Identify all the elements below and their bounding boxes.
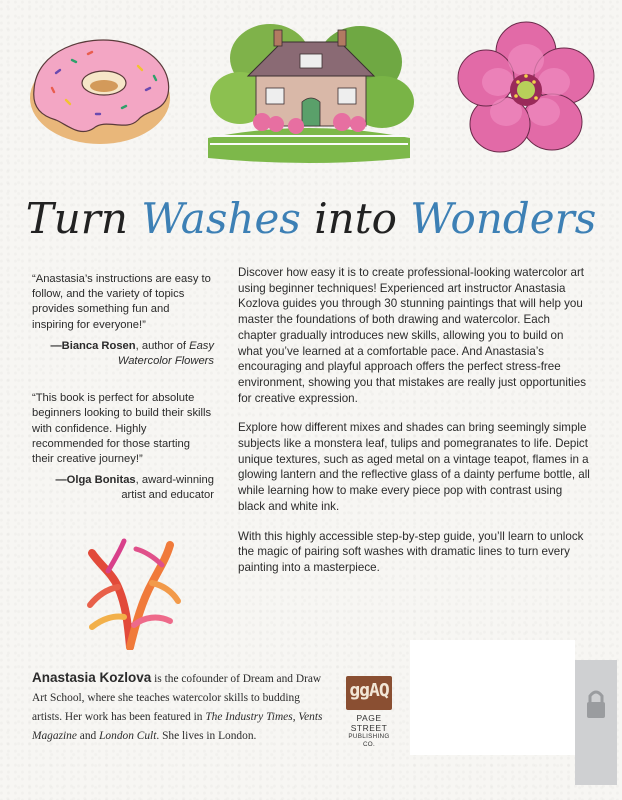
author-bio	[32, 668, 332, 746]
bio-text-end: . She lives in London.	[156, 730, 257, 742]
publisher-logo	[344, 676, 394, 748]
endorsement-author: —Olga Bonitas	[55, 474, 136, 487]
endorsements	[32, 272, 214, 504]
endorsement-1	[32, 272, 214, 369]
description-paragraph-3: With this highly accessible step-by-step guide, you’ll learn to unlock the magic of pairing soft washes with dramatic lines to turn every painting into a masterpiece.	[238, 529, 584, 574]
endorsement-text: “Anastasia’s instructions are easy to follow, and the variety of topics provides something fun and inspiring for everyone!”	[32, 273, 211, 331]
title-word-into: into	[314, 194, 397, 243]
description-paragraph-2: Explore how different mixes and shades can bring seemingly simple subjects like a monstera leaf, tulips and pomegranates to life. Depict unique textures, such as aged metal on a vintage teapot, flames in a glowing lantern and the reflective glass of a dainty perfume bottle, all while learning how to make every piece pop with contrast using black and white ink.	[238, 421, 590, 513]
endorsement-book: Easy Watercolor Flowers	[117, 339, 214, 368]
bio-separator: ,	[292, 711, 299, 723]
author-name: Anastasia Kozlova	[32, 670, 152, 685]
title-word-turn: Turn	[25, 194, 128, 243]
endorsement-affiliation: , author of	[135, 339, 187, 352]
publisher-subname: PUBLISHING CO.	[348, 733, 390, 748]
endorsement-affiliation: , award-winning artist and educator	[121, 474, 214, 502]
title-word-wonders: Wonders	[410, 194, 597, 243]
coral-illustration	[78, 535, 183, 650]
publisher-logo-mark	[346, 676, 392, 710]
publication-1: The Industry Times	[205, 711, 293, 723]
endorsement-author: —Bianca Rosen	[50, 339, 136, 352]
endorsement-attribution	[32, 339, 214, 369]
cottage-illustration	[200, 18, 418, 168]
description	[238, 265, 590, 590]
bio-text: is the cofounder of Dream and Draw Art School, where she teaches watercolor skills to budding artists. Her work has been featured in	[32, 673, 322, 723]
endorsement-attribution	[32, 473, 214, 503]
donut-illustration	[26, 28, 176, 148]
endorsement-text: “This book is perfect for absolute beginners looking to build their skills with confidence. Highly recommended for those starting their creative journey!”	[32, 392, 212, 466]
lock-watermark	[575, 660, 617, 785]
description-paragraph-1: Discover how easy it is to create professional-looking watercolor art using beginner techniques! Experienced art instructor Anastasia Kozlova guides you through 30 stunning paintings that will help you master the foundations of both drawing and watercolor. Each chapter gradually introduces new skills, allowing you to build on what you’ve learned at a comfortable pace. And Anastasia’s encouraging and playful approach offers the perfect stress-free environment, showing you that mistakes are really just opportunities for creative expression.	[238, 266, 586, 405]
barcode-area	[410, 640, 575, 755]
lock-icon	[575, 660, 617, 785]
endorsement-2	[32, 391, 214, 503]
publisher-logo-letters: ggAQ	[349, 680, 389, 701]
publication-2: Vents Magazine	[32, 711, 323, 742]
publisher-name: PAGE STREET	[350, 713, 388, 733]
title-word-washes: Washes	[141, 194, 301, 243]
pink-flower-illustration	[456, 20, 596, 156]
bio-separator: and	[76, 730, 100, 742]
book-title	[0, 196, 622, 242]
publication-3: London Cult	[99, 730, 157, 742]
